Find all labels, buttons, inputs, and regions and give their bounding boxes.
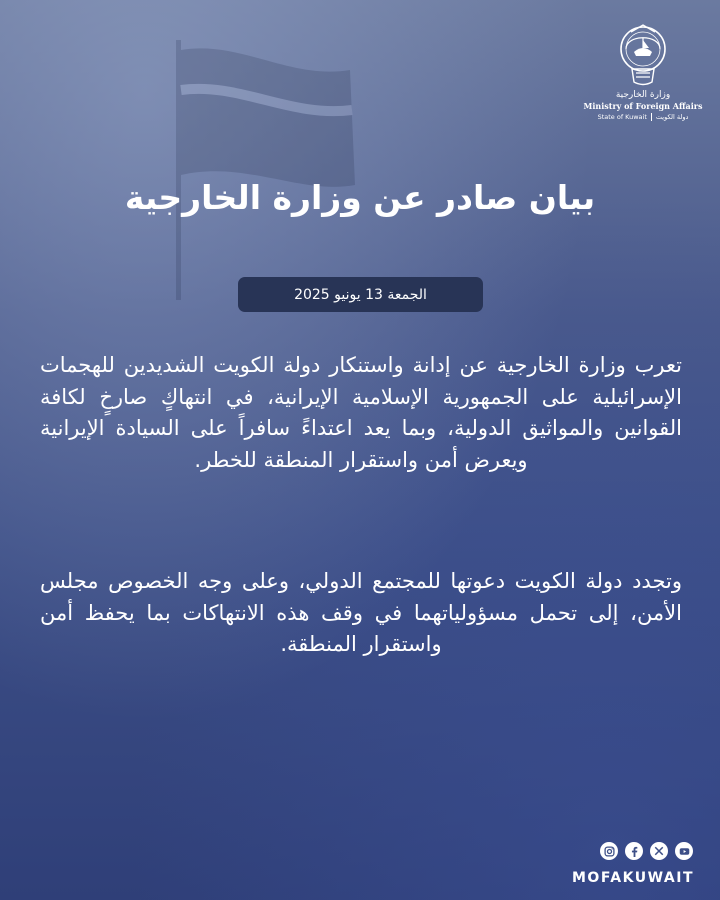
youtube-icon[interactable] xyxy=(675,842,693,860)
logo-name-english: Ministry of Foreign Affairs xyxy=(583,101,703,111)
facebook-icon[interactable] xyxy=(625,842,643,860)
logo-divider xyxy=(651,113,652,121)
social-handle[interactable]: MOFAKUWAIT xyxy=(571,870,694,886)
social-links xyxy=(600,842,693,860)
instagram-icon[interactable] xyxy=(600,842,618,860)
logo-state-line xyxy=(598,113,689,121)
logo-name-arabic: وزارة الخارجية xyxy=(615,90,671,100)
logo-state-english: State of Kuwait xyxy=(597,113,647,121)
kuwait-emblem-icon xyxy=(612,22,674,88)
x-icon[interactable] xyxy=(650,842,668,860)
date-text: الجمعة 13 يونيو 2025 xyxy=(294,286,427,303)
page-title: بيان صادر عن وزارة الخارجية xyxy=(124,178,596,217)
date-badge xyxy=(238,277,483,312)
logo-state-arabic: دولة الكويت xyxy=(655,113,689,121)
statement-paragraph-1: تعرب وزارة الخارجية عن إدانة واستنكار دولة الكويت الشديدين للهجمات الإسرائيلية على الجمهورية الإسلامية الإيرانية، في انتهاكٍ صارخٍ لكافة القوانين والمواثيق الدولية، وبما يعد اعتداءً سافراً على السيادة الإيرانية ويعرض أمن واستقرار المنطقة للخطر. xyxy=(40,353,682,472)
statement-paragraph-2: وتجدد دولة الكويت دعوتها للمجتمع الدولي، وعلى وجه الخصوص مجلس الأمن، إلى تحمل مسؤولياتهما في وقف هذه الانتهاكات بما يحفظ أمن واستقرار المنطقة. xyxy=(40,569,682,656)
ministry-logo xyxy=(583,22,703,121)
